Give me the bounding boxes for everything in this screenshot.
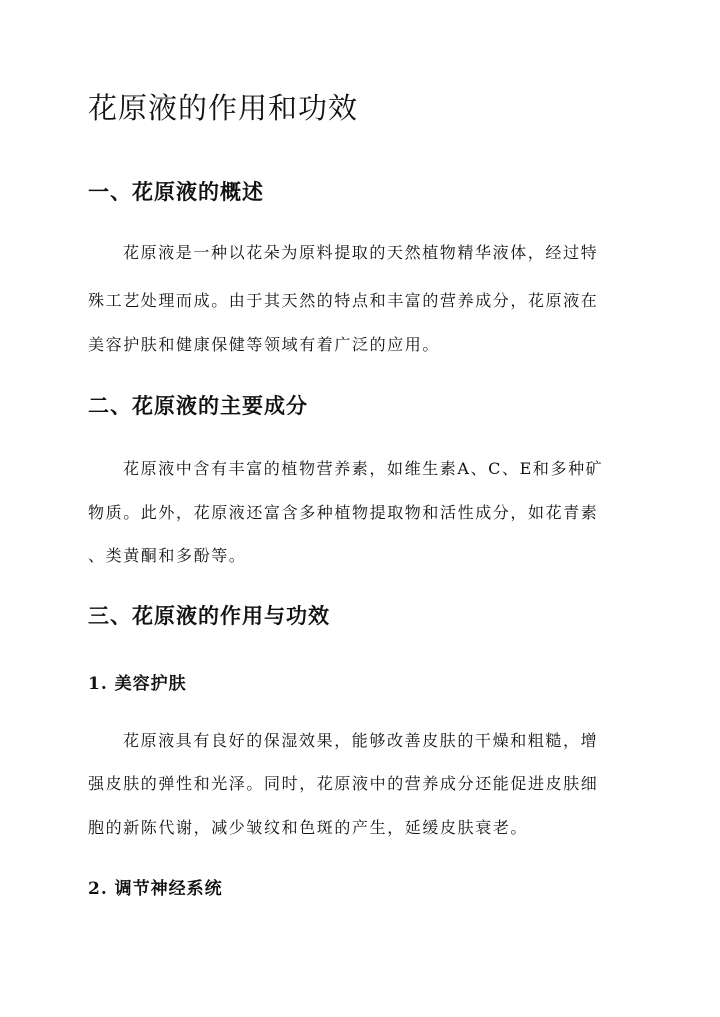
paragraph-line: 花原液中含有丰富的植物营养素，如维生素A、C、E和多种矿 — [123, 459, 604, 478]
paragraph-line: 、类黄酮和多酚等。 — [88, 546, 247, 565]
section-heading-effects: 三、花原液的作用与功效 — [88, 603, 330, 628]
section-heading-overview: 一、花原液的概述 — [88, 179, 264, 204]
paragraph-line: 强皮肤的弹性和光泽。同时，花原液中的营养成分还能促进皮肤细 — [88, 774, 599, 793]
subsection-heading-skincare: 1. 美容护肤 — [88, 674, 187, 694]
paragraph-line: 物质。此外，花原液还富含多种植物提取物和活性成分，如花青素 — [88, 503, 599, 522]
paragraph-line: 殊工艺处理而成。由于其天然的特点和丰富的营养成分，花原液在 — [88, 291, 599, 310]
page-title: 花原液的作用和功效 — [88, 91, 359, 125]
paragraph-line: 胞的新陈代谢，减少皱纹和色斑的产生，延缓皮肤衰老。 — [88, 818, 529, 837]
paragraph-line: 花原液具有良好的保湿效果，能够改善皮肤的干燥和粗糙，增 — [123, 731, 599, 750]
subsection-heading-nervous-system: 2. 调节神经系统 — [88, 879, 223, 899]
paragraph-line: 美容护肤和健康保健等领域有着广泛的应用。 — [88, 335, 441, 354]
section-heading-ingredients: 二、花原液的主要成分 — [88, 393, 308, 418]
paragraph-line: 花原液是一种以花朵为原料提取的天然植物精华液体，经过特 — [123, 243, 599, 262]
